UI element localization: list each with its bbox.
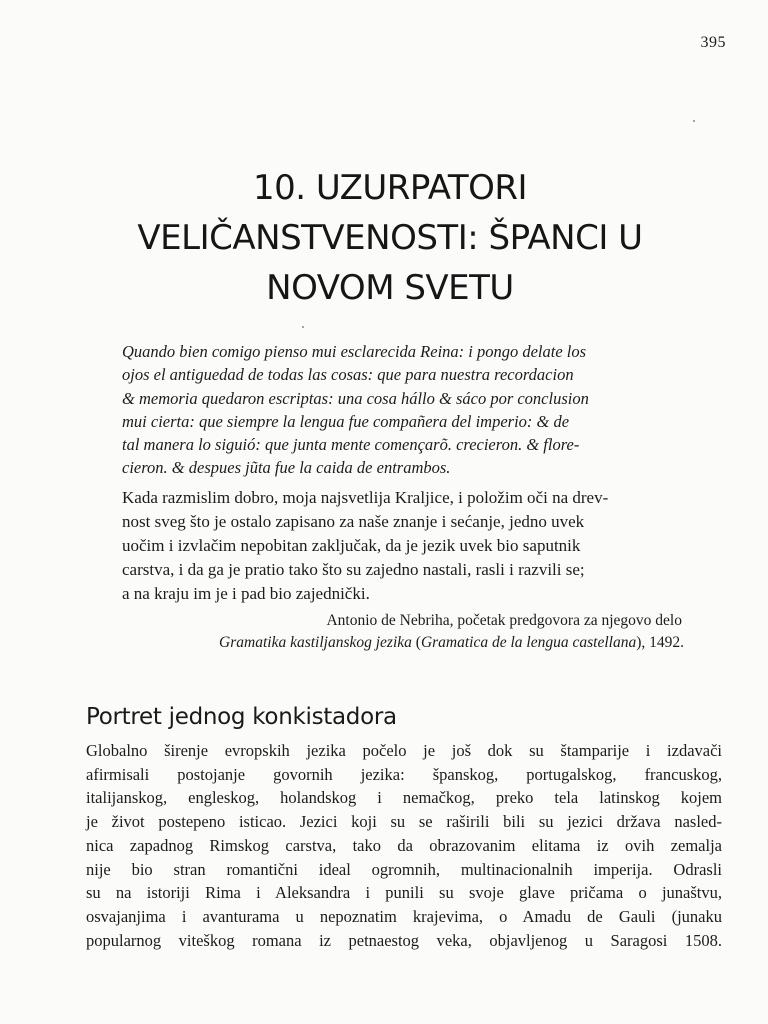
translation-line: Kada razmislim dobro, moja najsvetlija Kraljice, i položim oči na drev- [122, 487, 609, 507]
epigraph-translation [122, 486, 690, 606]
body-line: Globalno širenje evropskih jezika počelo je još dok su štamparije i izdavači [86, 741, 722, 760]
body-line: osvajanjima i avanturama u nepoznatim krajevima, o Amadu de Gauli (junaku [86, 906, 722, 926]
body-line: je život postepeno isticao. Jezici koji su se raširili bili su jezici država nasled- [86, 812, 722, 832]
attribution-book: Gramatika kastiljanskog jezika (Gramatica de la lengua castellana), 1492. [219, 633, 684, 651]
body-line: nije bio stran romantični ideal ogromnih, multinacionalnih imperija. Odrasli [86, 859, 722, 879]
body-line: popularnog viteškog romana iz petnaestog veka, objavljenog u Saragosi 1508. [86, 930, 722, 950]
epigraph-line: Quando bien comigo pienso mui esclarecida Reina: i pongo delate los [122, 342, 587, 361]
translation-line: nost sveg što je ostalo zapisano za naše znanje i sećanje, jedno uvek [122, 511, 585, 531]
book-title-spanish: Gramatica de la lengua castellana [420, 633, 637, 651]
chapter-title-line: 10. UZURPATORI [252, 167, 528, 208]
body-line: su na istoriji Rima i Aleksandra i punili su svoje glave pričama o junaštvu, [86, 883, 722, 903]
book-title-serbian: Gramatika kastiljanskog jezika [219, 633, 412, 651]
epigraph-line: & memoria quedaron escriptas: una cosa hállo & sáco por conclusion [122, 388, 589, 408]
epigraph-line: tal manera lo siguió: que junta mente començarõ. crecieron. & flore- [122, 435, 580, 455]
body-line: afirmisali postojanje govornih jezika: španskog, portugalskog, francuskog, [86, 764, 722, 784]
epigraph-line: mui cierta: que siempre la lengua fue compañera del imperio: & de [122, 411, 570, 431]
translation-line: uočim i izvlačim nepobitan zaključak, da je jezik uvek bio saputnik [122, 535, 581, 555]
translation-line: carstva, i da ga je pratio tako što su zajedno nastali, rasli i razvili se; [122, 559, 585, 579]
section-heading: Portret jednog konkistadora [86, 704, 397, 730]
translation-line: a na kraju im je i pad bio zajednički. [122, 583, 370, 603]
page-number: 395 [700, 34, 726, 51]
section-body [86, 739, 722, 952]
epigraph-line: ojos el antiguedad de todas las cosas: que para nuestra recordacion [122, 365, 574, 385]
epigraph-spanish-quote [122, 340, 690, 480]
chapter-title [60, 163, 720, 313]
body-line: italijanskog, engleskog, holandskog i nemačkog, preko tela latinskog kojem [86, 788, 722, 808]
chapter-title-line: VELIČANSTVENOSTI: ŠPANCI U [137, 217, 643, 258]
epigraph [122, 340, 690, 654]
attribution-year: ), 1492. [636, 633, 684, 651]
epigraph-line: cieron. & despues jũta fue la caida de entrambos. [122, 458, 451, 478]
chapter-title-line: NOVOM SVETU [266, 267, 514, 308]
scan-speck [693, 120, 695, 122]
attribution-author: Antonio de Nebriha, početak predgovora za njegovo delo [326, 611, 682, 629]
scan-speck [302, 326, 304, 328]
epigraph-attribution [122, 610, 690, 654]
body-line: nica zapadnog Rimskog carstva, tako da obrazovanim elitama iz ovih zemalja [86, 835, 722, 855]
